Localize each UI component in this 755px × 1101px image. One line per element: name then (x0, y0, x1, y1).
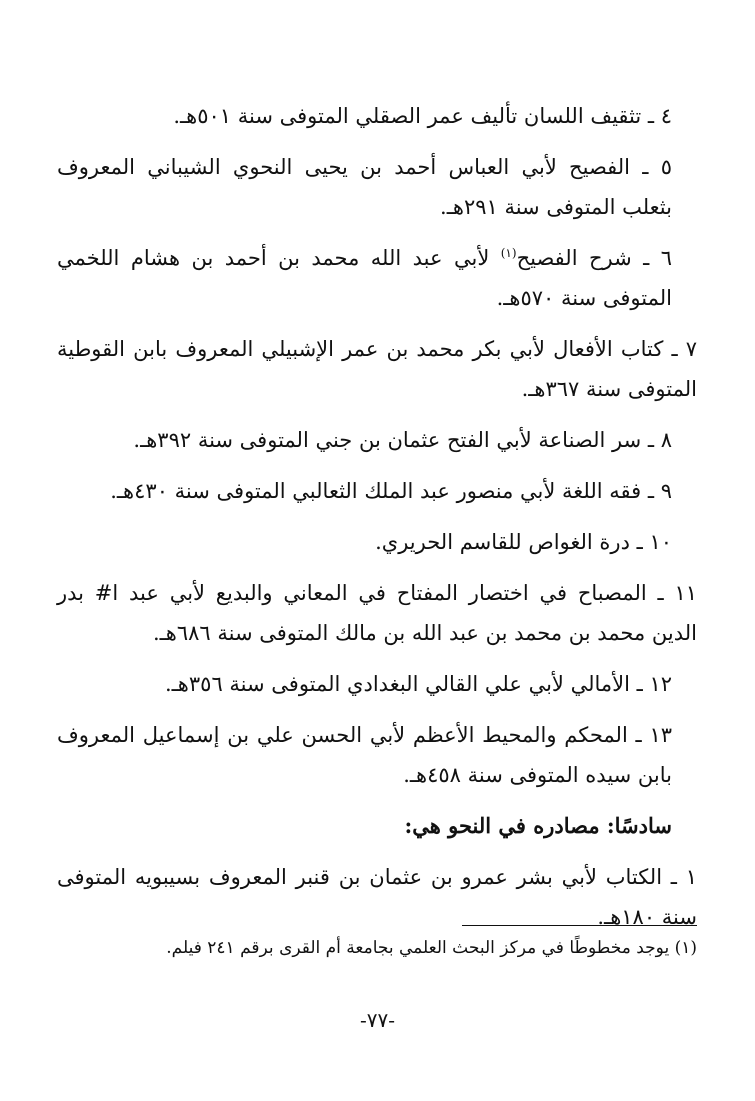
list-item: ٩ ـ فقه اللغة لأبي منصور عبد الملك الثعالبي المتوفى سنة ٤٣٠هـ. (110, 479, 672, 503)
list-item: ١١ ـ المصباح في اختصار المفتاح في المعاني والبديع لأبي عبد ا# بدر الدين محمد بن محمد بن عبد الله بن مالك المتوفى سنة ٦٨٦هـ. (57, 581, 697, 645)
footnote-divider (462, 925, 697, 926)
list-item: ٧ ـ كتاب الأفعال لأبي بكر محمد بن عمر الإشبيلي المعروف بابن القوطية المتوفى سنة ٣٦٧هـ. (57, 337, 697, 401)
footnote-reference: (١) (500, 246, 517, 260)
list-item: ١٢ ـ الأمالي لأبي علي القالي البغدادي المتوفى سنة ٣٥٦هـ. (164, 672, 672, 696)
page-number: -٧٧- (359, 1008, 395, 1032)
list-item: ١ ـ الكتاب لأبي بشر عمرو بن عثمان بن قنبر المعروف بسيبويه المتوفى سنة ١٨٠هـ. (57, 865, 697, 929)
list-item: ٤ ـ تثقيف اللسان تأليف عمر الصقلي المتوفى سنة ٥٠١هـ. (173, 104, 672, 128)
main-text (57, 96, 697, 948)
list-item-text: لأبي عبد الله محمد بن أحمد بن هشام اللخمي المتوفى سنة ٥٧٠هـ. (57, 246, 672, 310)
list-item: ٥ ـ الفصيح لأبي العباس أحمد بن يحيى النحوي الشيباني المعروف بثعلب المتوفى سنة ٢٩١هـ. (57, 155, 672, 219)
list-item-text: ٦ ـ شرح الفصيح (516, 246, 672, 270)
list-item: ٨ ـ سر الصناعة لأبي الفتح عثمان بن جني المتوفى سنة ٣٩٢هـ. (133, 428, 672, 452)
section-heading: سادسًا: مصادره في النحو هي: (404, 813, 672, 838)
footnote: (١) يوجد مخطوطًا في مركز البحث العلمي بجامعة أم القرى برقم ٢٤١ فيلم. (166, 938, 697, 958)
list-item: ١٠ ـ درة الغواص للقاسم الحريري. (375, 530, 672, 554)
list-item (57, 238, 697, 318)
list-item: ١٣ ـ المحكم والمحيط الأعظم لأبي الحسن علي بن إسماعيل المعروف بابن سيده المتوفى سنة ٤٥٨هـ. (57, 723, 672, 787)
